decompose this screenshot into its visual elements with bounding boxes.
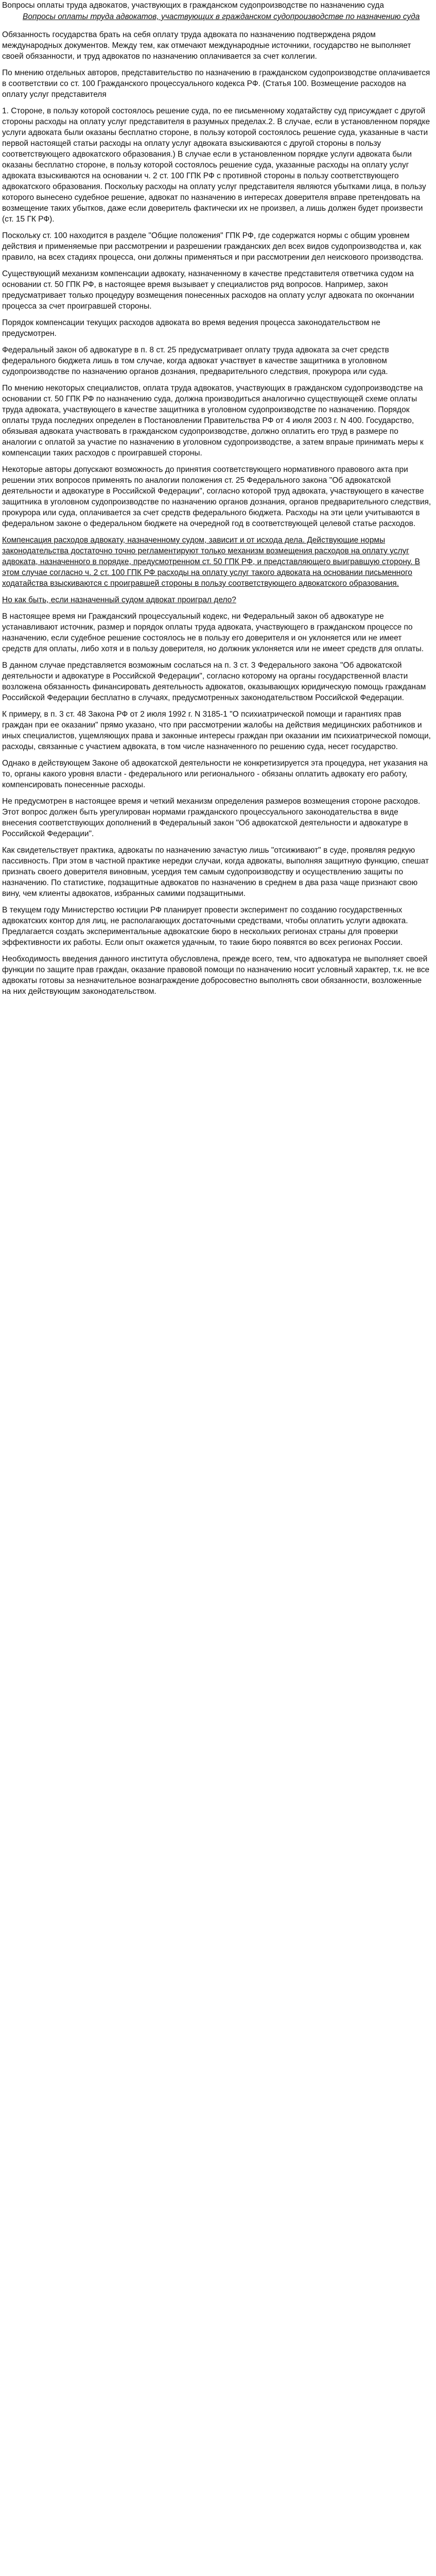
- document-page: [0, 0, 436, 1008]
- paragraph: Не предусмотрен в настоящее время и четкий механизм определения размеров возмещения стороне расходов. Этот вопрос должен быть урегулирован нормами гражданского процессуального законодательства в виде внесения соответствующих дополнений в Федеральный закон "Об адвокатской деятельности и адвокатуре в Российской Федерации".: [2, 797, 421, 838]
- paragraph: Обязанность государства брать на себя оплату труда адвоката по назначению подтверждена рядом международных документов. Между тем, как отмечают международные источники, государство не выполняет своей обязанности, и труд адвокатов по назначению оплачивается за счет коллегии.: [2, 30, 411, 61]
- paragraph: Порядок компенсации текущих расходов адвоката во время ведения процесса законодательством не предусмотрен.: [2, 318, 380, 338]
- paragraph: Федеральный закон об адвокатуре в п. 8 ст. 25 предусматривает оплату труда адвоката за счет средств федерального бюджета лишь в том случае, когда адвокат участвует в качестве защитника в уголовном судопроизводстве по назначению органов дознания, предварительного следствия, прокурора или суда.: [2, 346, 389, 376]
- paragraph: Компенсация расходов адвокату, назначенному судом, зависит и от исхода дела. Действующие нормы законодательства достаточно точно регламентируют только механизм возмещения расходов на оплату услуг адвоката, назначенного в порядке, предусмотренном ст. 50 ГПК РФ, и представляющего выигравшую сторону. В этом случае согласно ч. 2 ст. 100 ГПК РФ расходы на оплату услуг такого адвоката на основании письменного ходатайства взыскиваются с проигравшей стороны в пользу соответствующего адвокатского образования.: [2, 536, 421, 588]
- paragraph: К примеру, в п. 3 ст. 48 Закона РФ от 2 июля 1992 г. N 3185-1 "О психиатрической помощи и гарантиях прав граждан при ее оказании" прямо указано, что при рассмотрении жалобы на действия медицинских работников и иных специалистов, ущемляющих права и законные интересы граждан при оказании им психиатрической помощи, расходы, связанные с участием адвоката, в том числе назначенного по решению суда, несет государство.: [2, 710, 431, 751]
- paragraph: В текущем году Министерство юстиции РФ планирует провести эксперимент по созданию государственных адвокатских контор для лиц, не располагающих достаточными средствами, чтобы оплатить услуги адвоката. Предлагается создать экспериментальные адвокатские бюро в нескольких регионах страны для проверки эффективности их работы. Если опыт окажется удачным, то такие бюро появятся во всех регионах России.: [2, 906, 408, 947]
- paragraph: Существующий механизм компенсации адвокату, назначенному в качестве представителя ответчика судом на основании ст. 50 ГПК РФ, в настоящее время вызывает у специалистов ряд вопросов. Например, закон предусматривает только процедуру возмещения понесенных расходов на оплату услуг адвоката по окончании процесса за счет проигравшей стороны.: [2, 269, 414, 311]
- paragraph: Необходимость введения данного института обусловлена, прежде всего, тем, что адвокатура не выполняет своей функции по защите прав граждан, оказание правовой помощи по назначению носит условный характер, т.к. не все адвокаты готовы за незначительное вознаграждение добросовестно выполнять свои обязанности, возложенные на них действующим законодательством.: [2, 955, 430, 996]
- paragraph: По мнению некоторых специалистов, оплата труда адвокатов, участвующих в гражданском судопроизводстве на основании ст. 50 ГПК РФ по назначению суда, должна производиться аналогично существующей схеме оплаты труда адвоката, участвующего в качестве защитника в уголовном судопроизводстве по назначению. Порядок оплаты труда последних определен в Постановлении Правительства РФ от 4 июля 2003 г. N 400. Государство, обязывая адвоката участвовать в гражданском судопроизводстве, должно оплатить его труд в размере по аналогии с оплатой за участие по назначению в уголовном судопроизводстве, а затем впраые принимать меры к компенсации таких расходов с проигравшей стороны.: [2, 384, 424, 457]
- paragraph: В настоящее время ни Гражданский процессуальный кодекс, ни Федеральный закон об адвокатуре не устанавливают источник, размер и порядок оплаты труда адвоката, участвующего в гражданском процессе по назначению, если судебное решение состоялось не в пользу его доверителя и он уклоняется или не имеет средств для оплаты, либо хотя и в пользу доверителя, но должник уклоняется или не имеет средств для оплаты.: [2, 612, 424, 653]
- paragraph: Но как быть, если назначенный судом адвокат проиграл дело?: [2, 596, 236, 604]
- article-body: [2, 29, 432, 997]
- paragraph: Однако в действующем Законе об адвокатской деятельности не конкретизируется эта процедура, нет указания на то, органы какого уровня власти - федерального или регионального - обязаны оплатить адвокату его работу, компенсировать понесенные расходы.: [2, 759, 428, 789]
- paragraph: По мнению отдельных авторов, представительство по назначению в гражданском судопроизводстве оплачивается в соответствии со ст. 100 Гражданского процессуального кодекса РФ. (Статья 100. Возмещение расходов на оплату услуг представителя: [2, 69, 430, 99]
- document-subtitle: Вопросы оплаты труда адвокатов, участвующих в гражданском судопроизводстве по назначению суда: [23, 12, 420, 21]
- paragraph: 1. Стороне, в пользу которой состоялось решение суда, по ее письменному ходатайству суд присуждает с другой стороны расходы на оплату услуг представителя в разумных пределах.2. В случае, если в установленном порядке услуги адвоката были оказаны бесплатно стороне, в пользу которой состоялось решение суда, указанные в части первой настоящей статьи расходы на оплату услуг адвоката взыскиваются с другой стороны в пользу соответствующего адвокатского образования.) В случае если в установленном порядке услуги адвоката были оказаны бесплатно стороне, в пользу которой состоялось решение суда, указанные расходы на оплату услуг адвоката взыскиваются на основании ч. 2 ст. 100 ГПК РФ с противной стороны в пользу соответствующего адвокатского образования. Поскольку расходы на оплату услуг представителя являются убытками лица, в пользу которого вынесено судебное решение, адвокат по назначению в интересах доверителя вправе претендовать на возмещение таких убытков, даже если доверитель фактически их не произвел, а лишь должен будет произвести (ст. 15 ГК РФ).: [2, 107, 430, 224]
- paragraph: В данном случае представляется возможным сослаться на п. 3 ст. 3 Федерального закона "Об адвокатской деятельности и адвокатуре в Российской Федерации", согласно которому на органы государственной власти возложена обязанность финансировать деятельность адвокатов, оказывающих юридическую помощь гражданам Российской Федерации бесплатно в случаях, предусмотренных законодательством Российской Федерации.: [2, 661, 426, 702]
- paragraph: Некоторые авторы допускают возможность до принятия соответствующего нормативного правового акта при решении этих вопросов применять по аналогии положения ст. 25 Федерального закона "Об адвокатской деятельности и адвокатуре в Российской Федерации", согласно которой труд адвоката, участвующего в качестве защитника в уголовном судопроизводстве по назначению органов дознания, органов предварительного следствия, прокурора или суда, оплачивается за счет средств федерального бюджета. Расходы на эти цели учитываются в федеральном законе о федеральном бюджете на очередной год в соответствующей целевой статье расходов.: [2, 465, 431, 528]
- paragraph: Как свидетельствует практика, адвокаты по назначению зачастую лишь "отсиживают" в суде, проявляя редкую пассивность. При этом в частной практике нередки случаи, когда адвокаты, выполняя защитную функцию, спешат признать своего доверителя виновным, усердия тем самым судопроизводству и осуществлению защиты по назначению. По статистике, подзащитные адвокатов по назначению в среднем в два раза чаще признают свою вину, чем клиенты адвокатов, избранных самими подзащитными.: [2, 846, 429, 898]
- paragraph: Поскольку ст. 100 находится в разделе "Общие положения" ГПК РФ, где содержатся нормы с общим уровнем действия и применяемые при рассмотрении и разрешении гражданских дел всех видов судопроизводства и, как правило, на всех стадиях процесса, они должны применяться и при рассмотрении дел неискового производства.: [2, 231, 424, 262]
- document-title: Вопросы оплаты труда адвокатов, участвующих в гражданском судопроизводстве по назначению суда: [2, 1, 384, 10]
